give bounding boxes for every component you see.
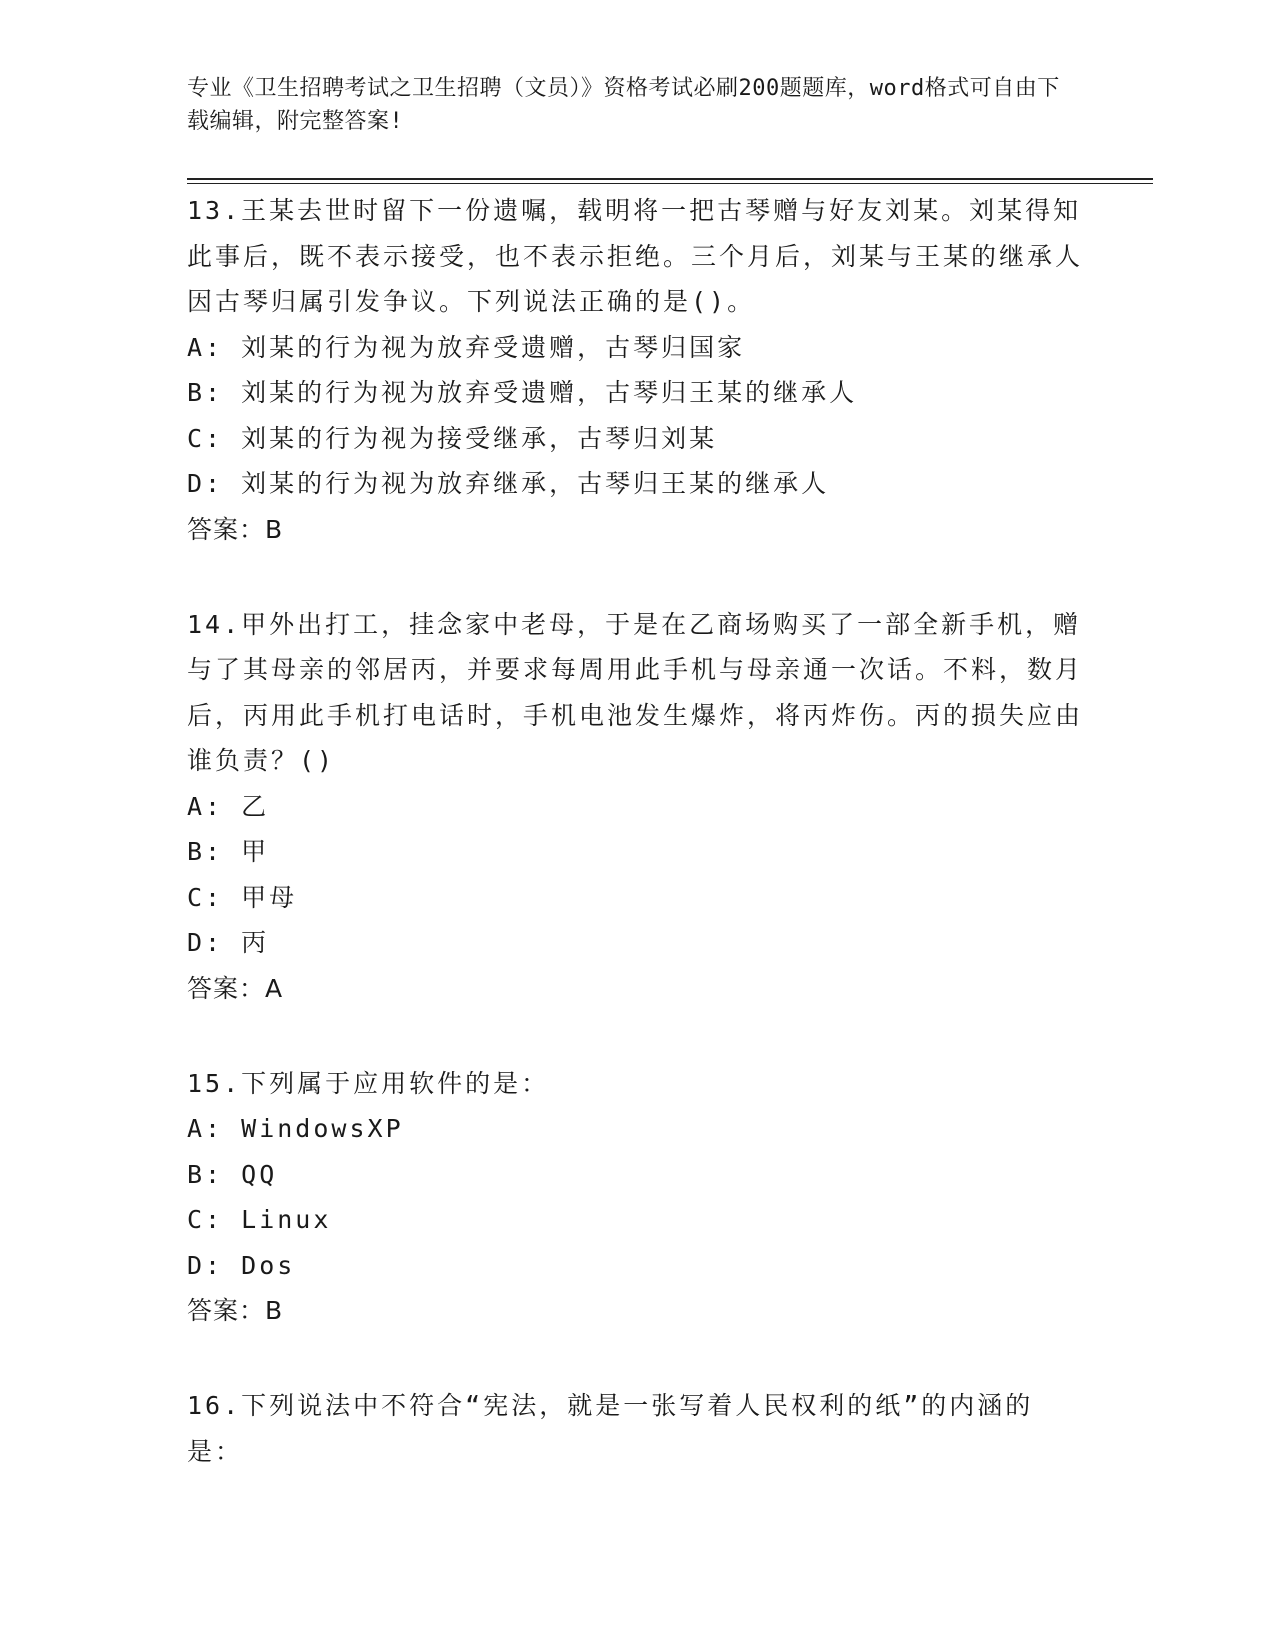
- question-text: 16.下列说法中不符合“宪法，就是一张写着人民权利的纸”的内涵的是：: [187, 1391, 1034, 1466]
- answer: 答案：B: [187, 1296, 284, 1325]
- question-text: 14.甲外出打工，挂念家中老母，于是在乙商场购买了一部全新手机，赠与了其母亲的邻居丙，并要求每周用此手机与母亲通一次话。不料，数月后，丙用此手机打电话时，手机电池发生爆炸，将丙炸伤。丙的损失应由谁负责？(): [187, 609, 1084, 775]
- option-b: B: 甲: [187, 837, 270, 866]
- page-header: [187, 72, 1067, 138]
- option-c: C: 刘某的行为视为接受继承，古琴归刘某: [187, 423, 718, 453]
- option-c: C: 甲母: [187, 882, 298, 912]
- option-d: D: 刘某的行为视为放弃继承，古琴归王某的继承人: [187, 469, 830, 498]
- question-16: [187, 1383, 1087, 1474]
- answer: 答案：A: [187, 973, 284, 1003]
- question-13: [187, 188, 1087, 552]
- question-text: 13.王某去世时留下一份遗嘱，载明将一把古琴赠与好友刘某。刘某得知此事后，既不表示接受，也不表示拒绝。三个月后，刘某与王某的继承人因古琴归属引发争议。下列说法正确的是()。: [187, 196, 1084, 316]
- option-c: C: Linux: [187, 1205, 332, 1234]
- option-a: A: 刘某的行为视为放弃受遗赠，古琴归国家: [187, 332, 746, 362]
- question-15: [187, 1061, 1087, 1334]
- header-divider: [187, 178, 1153, 184]
- option-b: B: 刘某的行为视为放弃受遗赠，古琴归王某的继承人: [187, 378, 858, 407]
- question-14: [187, 602, 1087, 1011]
- answer: 答案：B: [187, 514, 284, 544]
- question-list: [187, 188, 1087, 1524]
- option-d: D: 丙: [187, 928, 270, 957]
- option-a: A: WindowsXP: [187, 1114, 404, 1143]
- question-text: 15.下列属于应用软件的是：: [187, 1068, 550, 1098]
- option-a: A: 乙: [187, 791, 270, 821]
- header-title: 专业《卫生招聘考试之卫生招聘（文员）》资格考试必刷200题题库，word格式可自由下载编辑，附完整答案!: [187, 76, 1060, 134]
- option-d: D: Dos: [187, 1250, 296, 1280]
- option-b: B: QQ: [187, 1159, 278, 1189]
